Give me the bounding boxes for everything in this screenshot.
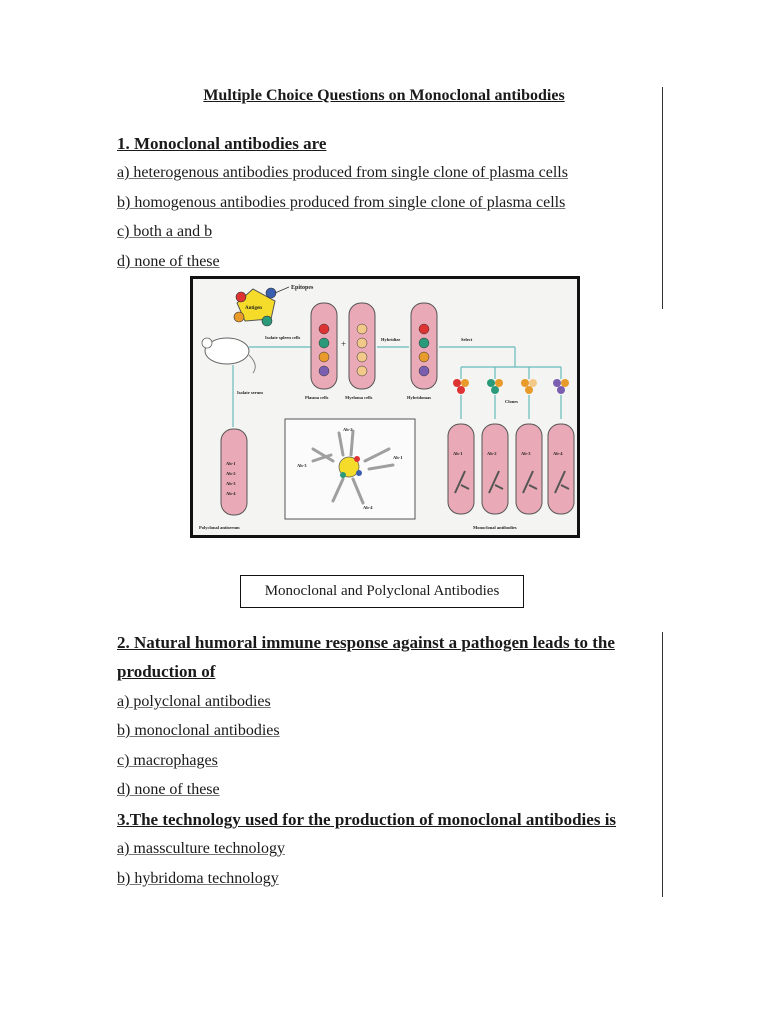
hybridomas-label: Hybridomas	[407, 395, 432, 400]
monoclonal-label: Monoclonal antibodies	[473, 525, 517, 530]
polyclonal-label: Polyclonal antiserum	[199, 525, 240, 530]
question-2-option-b: b) monoclonal antibodies	[117, 722, 280, 739]
clone-cluster-2	[487, 379, 503, 394]
svg-text:Ab-3: Ab-3	[521, 451, 531, 456]
isolate-spleen-label: Isolate spleen cells	[265, 335, 301, 340]
svg-text:Ab-3: Ab-3	[226, 481, 236, 486]
svg-text:Ab-2: Ab-2	[226, 471, 236, 476]
clone-cluster-4	[553, 379, 569, 394]
epitope-green	[262, 316, 272, 326]
question-3-text: 3.The technology used for the production of monoclonal antibodies is	[117, 810, 617, 829]
question-2-option-d: d) none of these	[117, 781, 220, 798]
epitope-orange	[234, 312, 244, 322]
svg-text:Ab-1: Ab-1	[453, 451, 463, 456]
question-2-option-c: c) macrophages	[117, 752, 218, 769]
svg-text:Ab-1: Ab-1	[226, 461, 236, 466]
antibody-figure	[190, 276, 580, 538]
svg-text:Ab-2: Ab-2	[343, 427, 353, 432]
question-2-option-a: a) polyclonal antibodies	[117, 693, 271, 710]
question-2-text-line1: 2. Natural humoral immune response against a pathogen leads to the	[117, 633, 615, 652]
question-1-option-b: b) homogenous antibodies produced from single clone of plasma cells	[117, 194, 566, 211]
svg-text:Ab-1: Ab-1	[393, 455, 403, 460]
question-1-option-a: a) heterogenous antibodies produced from single clone of plasma cells	[117, 164, 568, 181]
question-1-option-d: d) none of these	[117, 253, 220, 270]
plasma-cells-label: Plasma cells	[305, 395, 329, 400]
clone-cluster-3	[521, 379, 537, 394]
svg-text:Ab-4: Ab-4	[363, 505, 373, 510]
myeloma-cells-label: Myeloma cells	[345, 395, 373, 400]
clones-label: Clones	[505, 399, 519, 404]
margin-line-bottom	[662, 632, 663, 897]
monoclonal-tube-4	[548, 424, 574, 514]
svg-text:Ab-4: Ab-4	[226, 491, 236, 496]
question-3-option-a: a) massculture technology	[117, 840, 285, 857]
svg-text:Ab-3: Ab-3	[297, 463, 307, 468]
antigen-label: Antigen	[245, 306, 262, 311]
figure-caption: Monoclonal and Polyclonal Antibodies	[240, 575, 524, 608]
isolate-serum-label: Isolate serum	[237, 390, 263, 395]
svg-text:Ab-2: Ab-2	[487, 451, 497, 456]
clone-cluster-1	[453, 379, 469, 394]
monoclonal-tube-2	[482, 424, 508, 514]
monoclonal-tube-3	[516, 424, 542, 514]
epitope-blue	[266, 288, 276, 298]
svg-text:+: +	[341, 339, 347, 349]
question-2-text-line2: production of	[117, 662, 216, 681]
epitope-red	[236, 292, 246, 302]
select-label: Select	[461, 337, 473, 342]
question-1-text: 1. Monoclonal antibodies are	[117, 134, 327, 153]
hybridize-label: Hybridize	[381, 337, 401, 342]
question-1-option-c: c) both a and b	[117, 223, 213, 240]
svg-text:Ab-4: Ab-4	[553, 451, 563, 456]
monoclonal-tube-1	[448, 424, 474, 514]
page-title: Multiple Choice Questions on Monoclonal antibodies	[203, 87, 565, 104]
antibody-diagram	[193, 279, 577, 535]
question-3-option-b: b) hybridoma technology	[117, 870, 279, 887]
margin-line-top	[662, 87, 663, 309]
epitopes-label: Epitopes	[291, 285, 314, 291]
